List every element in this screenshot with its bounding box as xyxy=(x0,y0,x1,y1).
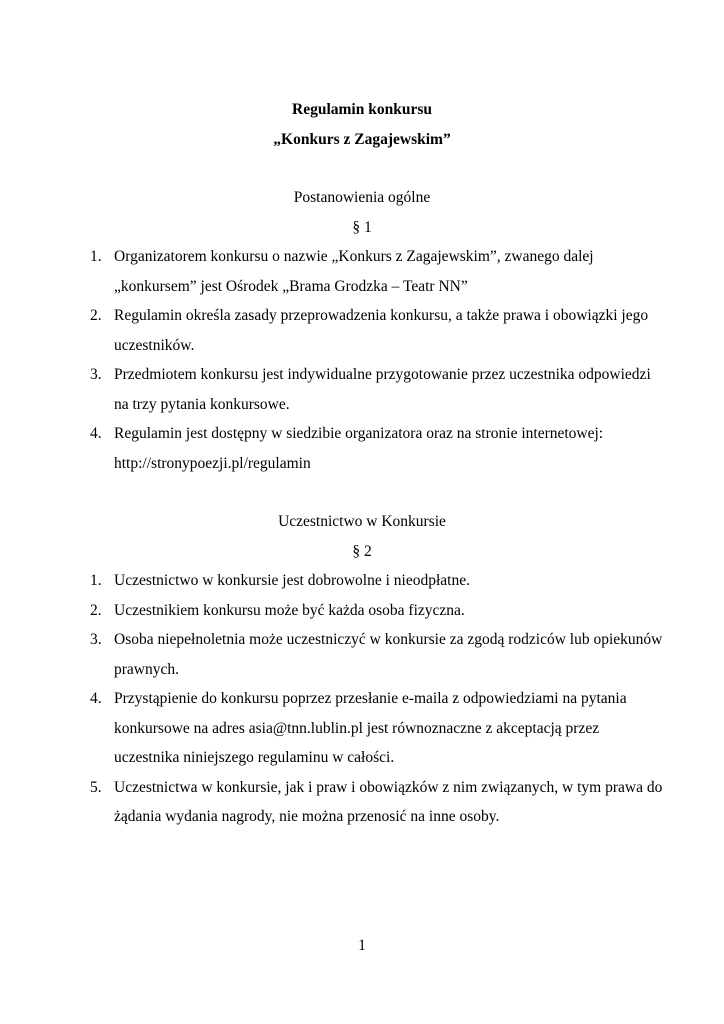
item-text: Uczestnikiem konkursu może być każda osoba fizyczna. xyxy=(114,601,465,619)
item-number: 3. xyxy=(90,366,102,383)
item-number: 4. xyxy=(90,425,102,442)
list-item xyxy=(0,419,724,478)
section1-list xyxy=(0,242,724,478)
item-text: Przystąpienie do konkursu poprzez przesłanie e-maila z odpowiedziami na pytania konkursowe na adres asia@tnn.lublin.pl jest równoznaczne z akceptacją przez uczestnika niniejszego regulaminu w całości. xyxy=(114,690,627,766)
item-number: 3. xyxy=(90,631,102,648)
list-item xyxy=(0,773,724,832)
item-number: 4. xyxy=(90,690,102,707)
page-number: 1 xyxy=(358,937,366,954)
section2-heading: Uczestnictwo w Konkursie xyxy=(278,513,446,530)
item-number: 1. xyxy=(90,572,102,589)
item-text: Organizatorem konkursu o nazwie „Konkurs z Zagajewskim”, zwanego dalej „konkursem” jest Ośrodek „Brama Grodzka – Teatr NN” xyxy=(114,248,594,295)
list-item xyxy=(0,625,724,684)
list-item xyxy=(0,360,724,419)
document-title: Regulamin konkursu xyxy=(292,101,432,118)
list-item xyxy=(0,242,724,301)
list-item xyxy=(0,566,724,596)
item-text: Uczestnictwa w konkursie, jak i praw i obowiązków z nim związanych, w tym prawa do żądania wydania nagrody, nie można przenosić na inne osoby. xyxy=(114,778,663,825)
item-text: Regulamin jest dostępny w siedzibie organizatora oraz na stronie internetowej: http://stronypoezji.pl/regulamin xyxy=(114,425,604,472)
item-text: Uczestnictwo w konkursie jest dobrowolne i nieodpłatne. xyxy=(114,572,470,589)
item-text: Regulamin określa zasady przeprowadzenia konkursu, a także prawa i obowiązki jego uczestników. xyxy=(114,307,649,354)
list-item xyxy=(0,301,724,360)
item-text: Osoba niepełnoletnia może uczestniczyć w konkursie za zgodą rodziców lub opiekunów prawnych. xyxy=(114,631,663,678)
item-number: 5. xyxy=(90,778,102,796)
section1-heading: Postanowienia ogólne xyxy=(293,189,431,206)
item-number: 2. xyxy=(90,307,102,324)
item-number: 2. xyxy=(90,601,102,619)
list-item xyxy=(0,684,724,773)
item-text: Przedmiotem konkursu jest indywidualne przygotowanie przez uczestnika odpowiedzi na trzy pytania konkursowe. xyxy=(114,366,651,413)
list-item xyxy=(0,596,724,626)
item-number: 1. xyxy=(90,248,102,265)
contest-name: „Konkurs z Zagajewskim” xyxy=(273,131,451,148)
section1-paragraph-mark: § 1 xyxy=(352,219,372,236)
section2-list xyxy=(0,566,724,832)
section2-paragraph-mark: § 2 xyxy=(352,543,372,560)
